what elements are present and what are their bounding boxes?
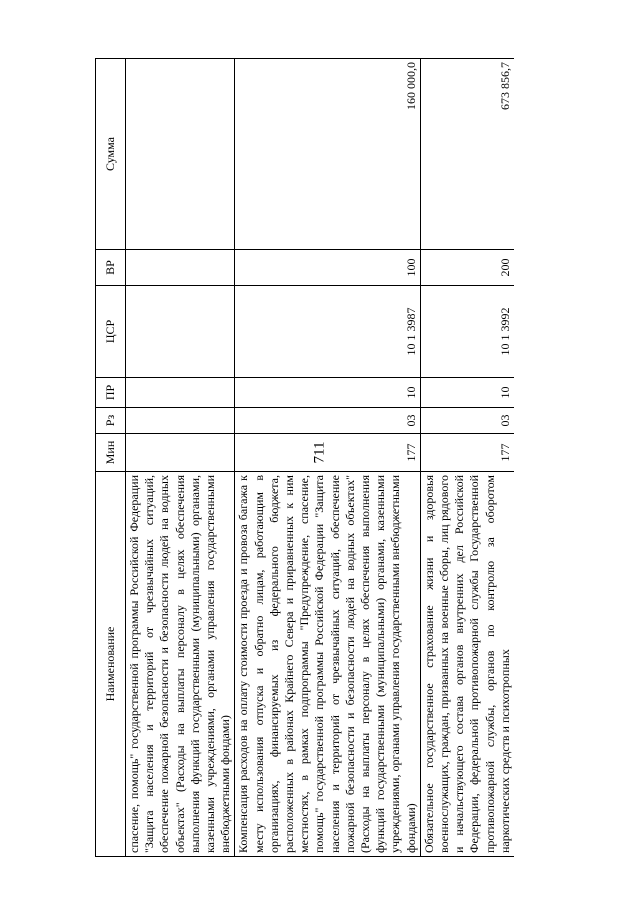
cell-pr: 10 [235, 378, 420, 408]
table-row [420, 59, 514, 857]
cell-csr: 10 1 3992 [420, 286, 514, 378]
cell-csr [126, 286, 235, 378]
cell-vr: 200 [420, 250, 514, 286]
cell-rz: 03 [420, 408, 514, 434]
cell-min: 177 [420, 434, 514, 472]
cell-csr: 10 1 3987 [235, 286, 420, 378]
header-pr: ПР [96, 378, 126, 408]
cell-rz: 03 [235, 408, 420, 434]
cell-sum: 673 856,7 [420, 59, 514, 250]
cell-rz [126, 408, 235, 434]
cell-vr [126, 250, 235, 286]
table-row [126, 59, 235, 857]
table-row [235, 59, 420, 857]
cell-name: спасение, помощь" государственной программы Российской Федерации "Защита населения и территорий от чрезвычайных ситуаций, обеспечение пожарной безопасности и безопасности людей на водных объектах" (Расходы на выплаты персоналу в целях обеспечения выполнения функций государственными (муниципальными) органами, казенными учреждениями, органами управления государственными внебюджетными фондами) [126, 472, 235, 857]
page-number: 711 [311, 441, 328, 464]
cell-min [126, 434, 235, 472]
cell-vr: 100 [235, 250, 420, 286]
cell-name: Обязательное государственное страхование жизни и здоровья военнослужащих, граждан, призванных на военные сборы, лиц рядового и начальствующего состава органов внутренних дел Российской Федерации, федеральной противопожарной службы Государственной противопожарной службы, органов по контролю за оборотом наркотических средств и психотропных [420, 472, 514, 857]
header-name: Наименование [96, 472, 126, 857]
header-sum: Сумма [96, 59, 126, 250]
header-min: Мин [96, 434, 126, 472]
rotated-page [95, 57, 625, 857]
cell-pr [126, 378, 235, 408]
table-header-row [96, 59, 126, 857]
cell-sum: 160 000,0 [235, 59, 420, 250]
header-csr: ЦСР [96, 286, 126, 378]
header-vr: ВР [96, 250, 126, 286]
cell-pr: 10 [420, 378, 514, 408]
cell-name: Компенсация расходов на оплату стоимости проезда и провоза багажа к месту использования отпуска и обратно лицам, работающим в организациях, финансируемых из федерального бюджета, расположенных в районах Крайнего Севера и приравненных к ним местностях, в рамках подпрограммы "Предупреждение, спасение, помощь" государственной программы Российской Федерации "Защита населения и территорий от чрезвычайных ситуаций, обеспечение пожарной безопасности и безопасности людей на водных объектах" (Расходы на выплаты персоналу в целях обеспечения выполнения функций государственными (муниципальными) органами, казенными учреждениями, органами управления государственными внебюджетными фондами) [235, 472, 420, 857]
header-rz: Рз [96, 408, 126, 434]
cell-min: 177 [235, 434, 420, 472]
budget-table [95, 58, 514, 857]
cell-sum [126, 59, 235, 250]
